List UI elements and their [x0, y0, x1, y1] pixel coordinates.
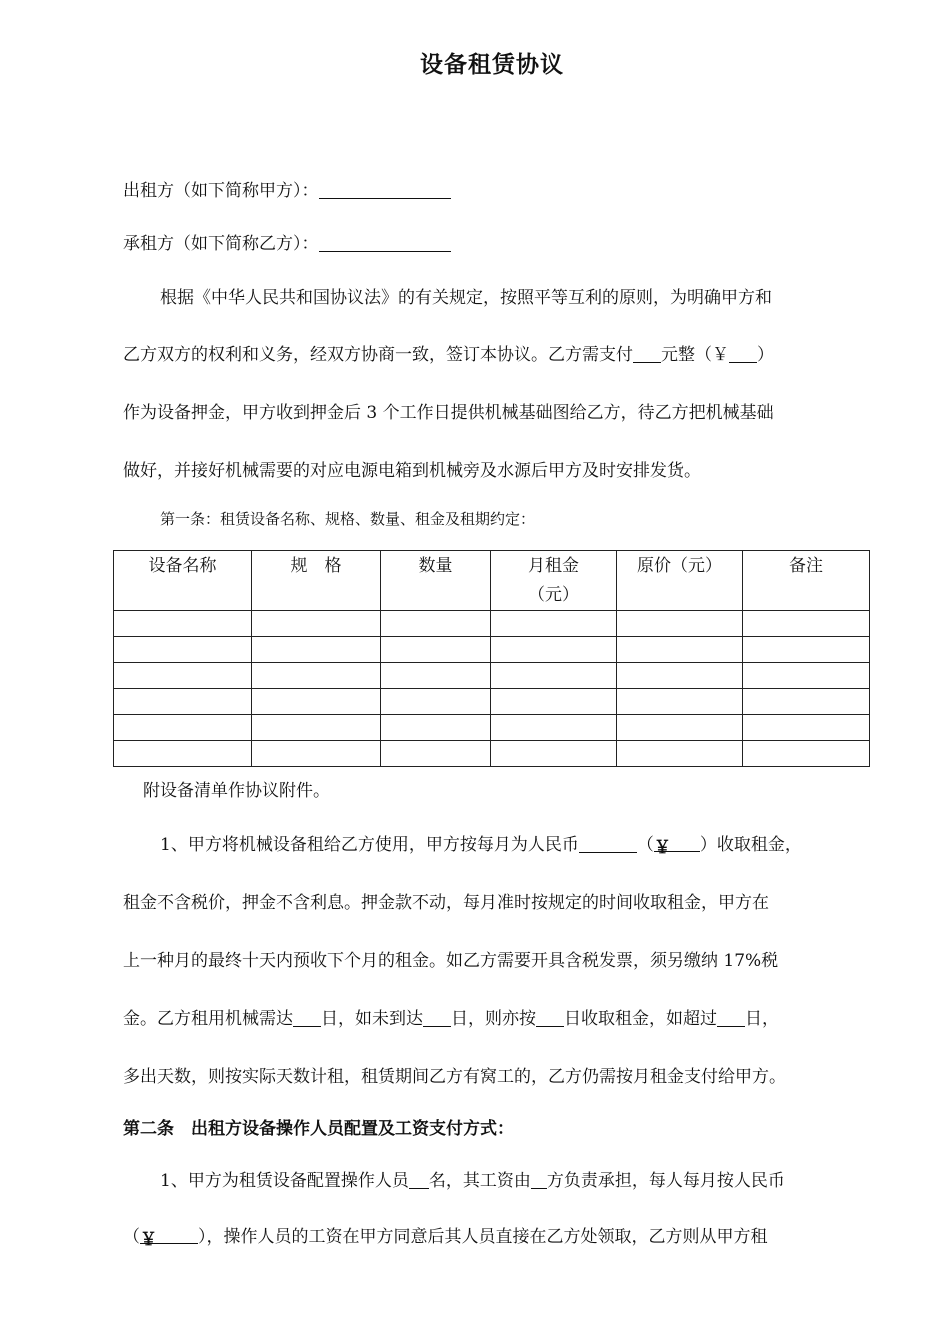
table-cell — [617, 663, 743, 689]
table-cell — [252, 689, 381, 715]
lessor-label: 出租方（如下简称甲方）： — [123, 181, 319, 201]
clause-1-line-4-text-d: 日收取租金，如超过 — [564, 1009, 717, 1029]
deposit-amount-blank — [633, 344, 661, 363]
table-cell — [743, 689, 870, 715]
intro-line-1: 根据《中华人民共和国协议法》的有关规定，按照平等互利的原则，为明确甲方和 — [160, 288, 772, 308]
table-cell — [617, 611, 743, 637]
table-cell — [381, 637, 491, 663]
lessee-line — [123, 229, 451, 254]
clause-1-line-1-text-a: 1、甲方将机械设备租给乙方使用，甲方按每月为人民币 — [160, 835, 579, 855]
table-cell — [381, 663, 491, 689]
table-cell — [114, 741, 252, 767]
clause-1-line-1-text-d: ）收取租金， — [699, 835, 802, 855]
header-remarks: 备注 — [743, 551, 870, 611]
table-cell — [743, 741, 870, 767]
table-row — [114, 689, 870, 715]
table-cell — [491, 637, 617, 663]
lessor-blank — [319, 180, 451, 199]
appendix-note: 附设备清单作协议附件。 — [143, 781, 330, 801]
clause-1-line-5: 多出天数，则按实际天数计租，租赁期间乙方有窝工的，乙方仍需按月租金支付给甲方。 — [123, 1067, 786, 1087]
table-cell — [617, 637, 743, 663]
intro-line-2 — [123, 340, 774, 365]
table-cell — [252, 715, 381, 741]
table-row — [114, 637, 870, 663]
article-2-heading: 第二条 出租方设备操作人员配置及工资支付方式： — [123, 1119, 514, 1139]
table-cell — [381, 715, 491, 741]
table-cell — [114, 689, 252, 715]
lessee-label: 承租方（如下简称乙方）： — [123, 234, 319, 254]
table-cell — [381, 611, 491, 637]
table-cell — [491, 611, 617, 637]
header-equipment-name: 设备名称 — [114, 551, 252, 611]
monthly-rent-figure-blank: ￥ — [654, 833, 700, 852]
header-original-price: 原价（元） — [617, 551, 743, 611]
intro-line-4: 做好，并接好机械需要的对应电源电箱到机械旁及水源后甲方及时安排发货。 — [123, 461, 701, 481]
table-body — [114, 611, 870, 767]
clause-1-line-4-text-a: 金。乙方租用机械需达 — [123, 1009, 293, 1029]
clause-2-line-1-text-c: 方负责承担，每人每月按人民币 — [546, 1171, 785, 1191]
table-cell — [252, 637, 381, 663]
wage-payer-blank — [531, 1170, 547, 1189]
table-cell — [617, 715, 743, 741]
header-quantity: 数量 — [381, 551, 491, 611]
clause-2-line-2-text-c: ），操作人员的工资在甲方同意后其人员直接在乙方处领取，乙方则从甲方租 — [198, 1227, 768, 1247]
clause-2-line-2 — [123, 1222, 768, 1250]
article-1-heading: 第一条：租赁设备名称、规格、数量、租金及租期约定： — [160, 510, 536, 528]
monthly-rent-blank — [579, 834, 637, 853]
intro-line-2-text-b: 元整（￥ — [661, 345, 729, 365]
document-title: 设备租赁协议 — [420, 51, 564, 78]
table-cell — [252, 741, 381, 767]
intro-line-2-text-a: 乙方双方的权利和义务，经双方协商一致，签订本协议。乙方需支付 — [123, 345, 633, 365]
exceed-days-blank — [717, 1008, 745, 1027]
table-cell — [114, 715, 252, 741]
clause-1-line-1 — [160, 830, 802, 858]
clause-1-line-1-text-b: （ — [636, 835, 654, 855]
clause-2-line-1-text-a: 1、甲方为租赁设备配置操作人员 — [160, 1171, 409, 1191]
table-cell — [114, 611, 252, 637]
table-cell — [252, 611, 381, 637]
equipment-table — [113, 550, 870, 767]
table-cell — [743, 715, 870, 741]
table-cell — [617, 741, 743, 767]
lessor-line — [123, 176, 451, 201]
clause-2-line-1 — [160, 1166, 785, 1191]
clause-1-line-2: 租金不含税价，押金不含利息。押金款不动，每月准时按规定的时间收取租金，甲方在 — [123, 893, 769, 913]
table-cell — [491, 663, 617, 689]
table-cell — [252, 663, 381, 689]
table-cell — [381, 689, 491, 715]
clause-2-line-1-text-b: 名，其工资由 — [428, 1171, 531, 1191]
header-monthly-rent: 月租金（元） — [491, 551, 617, 611]
table-cell — [743, 637, 870, 663]
charge-days-blank — [536, 1008, 564, 1027]
table-row — [114, 663, 870, 689]
operator-count-blank — [409, 1170, 429, 1189]
table-cell — [114, 637, 252, 663]
clause-1-line-4-text-e: 日， — [745, 1009, 779, 1029]
short-days-blank — [423, 1008, 451, 1027]
table-cell — [491, 689, 617, 715]
table-cell — [491, 715, 617, 741]
table-row — [114, 715, 870, 741]
table-cell — [381, 741, 491, 767]
deposit-figure-blank — [729, 344, 757, 363]
clause-1-line-3: 上一种月的最终十天内预收下个月的租金。如乙方需要开具含税发票，须另缴纳 17%税 — [123, 951, 779, 971]
table-cell — [617, 689, 743, 715]
clause-2-line-2-text-a: （ — [123, 1227, 140, 1247]
intro-line-3: 作为设备押金，甲方收到押金后 3 个工作日提供机械基础图给乙方，待乙方把机械基础 — [123, 403, 774, 423]
table-header-row — [114, 551, 870, 611]
table-cell — [743, 663, 870, 689]
table-cell — [743, 611, 870, 637]
table-cell — [114, 663, 252, 689]
table-cell — [491, 741, 617, 767]
wage-figure-blank: ￥ — [140, 1225, 198, 1244]
clause-1-line-4 — [123, 1004, 779, 1029]
min-days-blank — [293, 1008, 321, 1027]
clause-1-line-4-text-b: 日，如未到达 — [321, 1009, 423, 1029]
header-specification: 规 格 — [252, 551, 381, 611]
table-row — [114, 741, 870, 767]
clause-1-line-4-text-c: 日，则亦按 — [451, 1009, 536, 1029]
table-row — [114, 611, 870, 637]
lessee-blank — [319, 233, 451, 252]
intro-line-2-text-c: ） — [757, 345, 774, 365]
